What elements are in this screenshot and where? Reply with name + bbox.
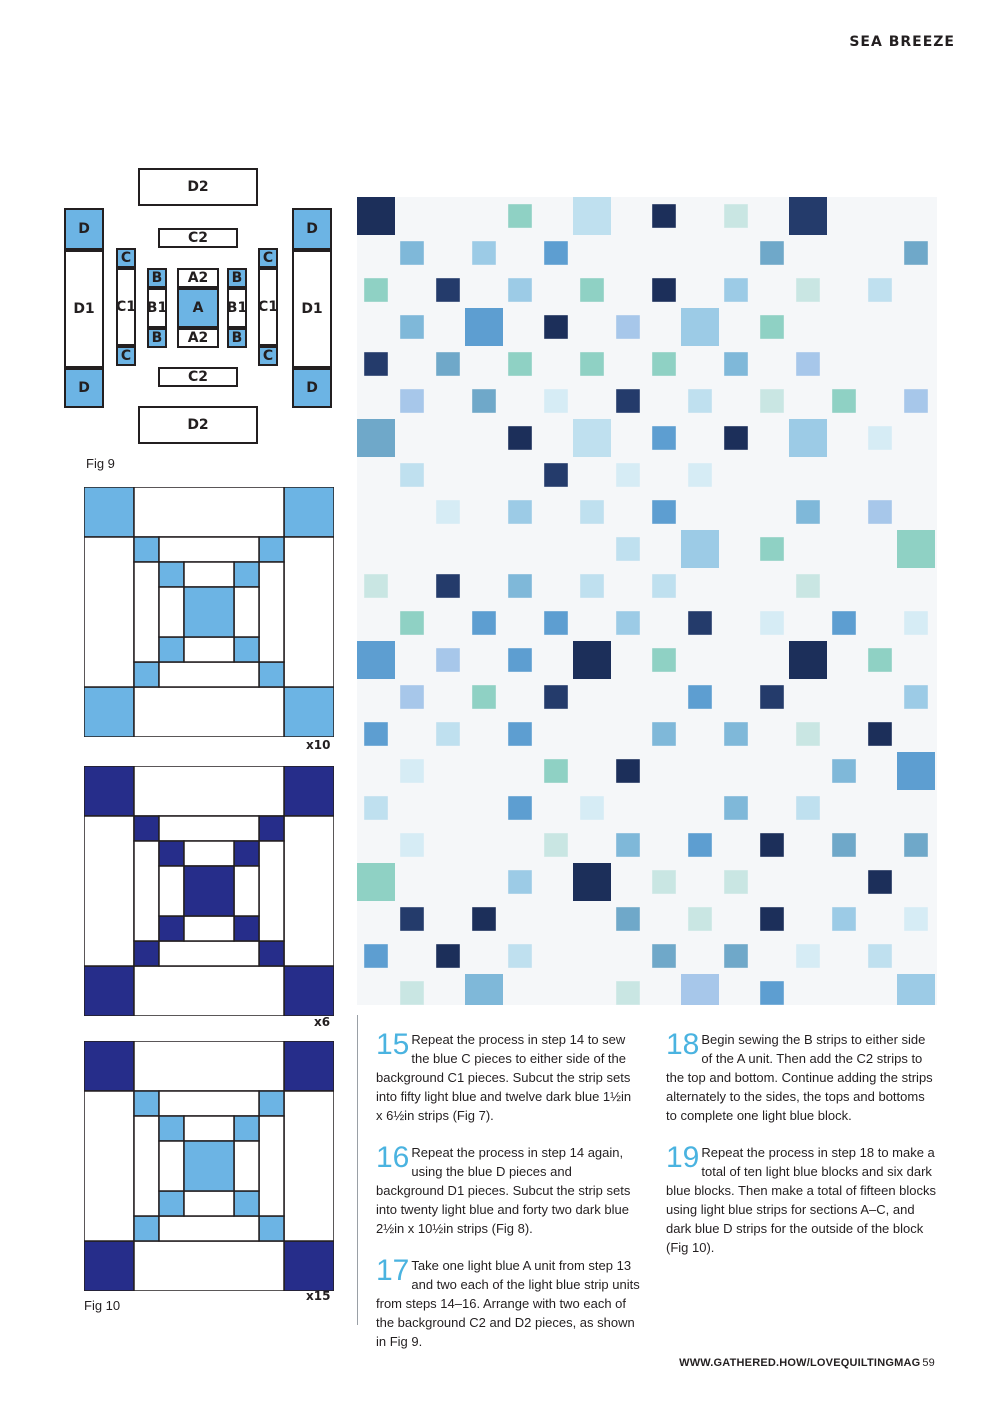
quilt-patch [400,315,424,339]
quilt-patch [616,611,640,635]
piece-b-bl: B [147,328,167,348]
quilt-patch [724,204,748,228]
block-corner-d [284,1041,334,1091]
block-strip-a2 [184,841,234,866]
quilt-patch [544,315,568,339]
block-strip-d2 [134,766,284,816]
block-square-c [134,662,159,687]
quilt-patch [868,500,892,524]
block-strip-c2 [159,537,259,562]
block-square-b [234,562,259,587]
quilt-patch [436,500,460,524]
quilt-patch [652,204,676,228]
quilt-patch [760,833,784,857]
block-square-b [159,1191,184,1216]
quilt-patch [400,907,424,931]
block-strip-c2 [159,941,259,966]
block-corner-d [284,766,334,816]
block-corner-d [84,966,134,1016]
block-strip-d2 [134,487,284,537]
quilt-patch [544,833,568,857]
block-strip-d2 [134,966,284,1016]
quilt-patch [508,278,532,302]
quilt-patch [652,648,676,672]
quilt-patch [544,389,568,413]
quilt-patch [573,641,611,679]
piece-b-tl: B [147,268,167,288]
block-strip-a2 [184,562,234,587]
quilt-patch [364,722,388,746]
quilt-patch [796,722,820,746]
block-strip-d2 [134,1041,284,1091]
quilt-patch [357,197,395,235]
quilt-patch [400,685,424,709]
quilt-patch [436,722,460,746]
quilt-patch [364,352,388,376]
quilt-patch [472,685,496,709]
quilt-patch [868,944,892,968]
quilt-patch [904,611,928,635]
step-number: 15 [376,1028,410,1061]
quilt-patch [472,389,496,413]
quilt-patch [508,204,532,228]
quilt-patch [616,389,640,413]
quilt-patch [436,574,460,598]
quilt-block-diagram [84,766,334,1016]
quilt-patch [364,944,388,968]
quilt-patch [544,241,568,265]
block-strip-d1 [284,816,334,966]
block-strip-d1 [84,1091,134,1241]
quilt-patch [508,796,532,820]
block-strip-d1 [84,816,134,966]
block-light-blue [84,487,334,737]
block-strip-b1 [234,1141,259,1191]
block-strip-c2 [159,662,259,687]
piece-b-tr: B [227,268,247,288]
block-strip-c2 [159,1091,259,1116]
step-17 [376,1256,640,1351]
quilt-patch [400,833,424,857]
step-text: Repeat the process in step 18 to make a total of ten light blue blocks and six dark blue blocks. Then make a total of fifteen blocks using light blue strips for sections A–C, and dark blue D strips for the outside of the block (Fig 10). [666,1145,937,1255]
fig9-caption: Fig 9 [86,456,115,471]
block-strip-b1 [234,866,259,916]
quilt-patch [580,796,604,820]
block-square-b [159,562,184,587]
quilt-patch [796,352,820,376]
quilt-patch [436,352,460,376]
block-centre-a [184,587,234,637]
block-square-b [234,916,259,941]
quilt-patch [724,722,748,746]
quilt-patch [796,574,820,598]
piece-d2-top: D2 [138,168,258,206]
block-square-b [234,841,259,866]
piece-a-centre: A [177,288,219,328]
quilt-patch [400,611,424,635]
quilt-patch [681,530,719,568]
quilt-patch [400,463,424,487]
piece-c2-bottom: C2 [158,367,238,387]
step-number: 16 [376,1141,410,1174]
block-strip-d1 [284,537,334,687]
block-multiplier: x15 [306,1289,331,1303]
block-corner-d [284,1241,334,1291]
quilt-patch [544,685,568,709]
quilt-patch [508,722,532,746]
block-corner-d [284,487,334,537]
quilt-patch [688,463,712,487]
block-corner-d [84,766,134,816]
quilt-patch [508,426,532,450]
quilt-patch [357,641,395,679]
block-strip-a2 [184,1191,234,1216]
quilt-patch [580,574,604,598]
block-square-c [259,941,284,966]
quilt-patch [616,833,640,857]
piece-c-tl: C [116,248,136,268]
quilt-patch [573,863,611,901]
quilt-patch [400,981,424,1005]
piece-c1-right: C1 [258,268,278,346]
quilt-patch [616,315,640,339]
step-16 [376,1143,640,1238]
quilt-patch [760,241,784,265]
piece-d-bottom-left: D [64,368,104,408]
block-strip-a2 [184,1116,234,1141]
quilt-patch [789,641,827,679]
piece-d2-bottom: D2 [138,406,258,444]
block-strip-c1 [259,562,284,662]
step-number: 17 [376,1254,410,1287]
quilt-patch [436,278,460,302]
block-strip-c1 [134,841,159,941]
quilt-patch [652,426,676,450]
block-strip-b1 [159,1141,184,1191]
block-strip-a2 [184,916,234,941]
block-dark-blue [84,766,334,1016]
quilt-patch [832,759,856,783]
quilt-background [357,197,937,1005]
block-square-b [234,1116,259,1141]
block-strip-c1 [134,1116,159,1216]
block-square-b [159,841,184,866]
block-corner-d [84,487,134,537]
block-square-c [134,1216,159,1241]
quilt-patch [904,685,928,709]
quilt-patch [904,833,928,857]
step-text: Take one light blue A unit from step 13 and two each of the light blue strip units from steps 14–16. Arrange with two each of the background C2 and D2 pieces, as shown in Fig 9. [376,1258,640,1349]
block-strip-b1 [234,587,259,637]
quilt-patch [508,574,532,598]
block-strip-d1 [284,1091,334,1241]
piece-c-tr: C [258,248,278,268]
block-multiplier: x10 [306,738,331,752]
block-square-c [259,1216,284,1241]
quilt-patch [508,944,532,968]
quilt-photo-image [357,197,937,1005]
block-square-c [259,1091,284,1116]
step-number: 19 [666,1141,700,1174]
quilt-patch [580,278,604,302]
quilt-patch [760,611,784,635]
quilt-patch [760,315,784,339]
quilt-patch [400,389,424,413]
page-header: SEA BREEZE [849,34,955,50]
quilt-patch [681,974,719,1005]
page-number: 59 [922,1357,935,1369]
quilt-patch [357,863,395,901]
block-strip-d2 [134,687,284,737]
piece-c1-left: C1 [116,268,136,346]
quilt-patch [760,981,784,1005]
block-corner-d [284,966,334,1016]
block-corner-d [84,1241,134,1291]
quilt-patch [465,308,503,346]
block-strip-b1 [159,587,184,637]
quilt-patch [796,500,820,524]
block-corner-d [284,687,334,737]
block-strip-d1 [84,537,134,687]
block-multiplier: x6 [314,1015,331,1029]
quilt-patch [465,974,503,1005]
fig10-caption: Fig 10 [84,1298,121,1313]
piece-b1-left: B1 [147,288,167,328]
quilt-patch [508,500,532,524]
quilt-photo [357,197,937,1005]
quilt-patch [760,537,784,561]
quilt-patch [688,907,712,931]
quilt-patch [364,278,388,302]
block-square-b [234,1191,259,1216]
piece-d1-right: D1 [292,250,332,368]
quilt-patch [724,870,748,894]
step-15 [376,1030,640,1125]
quilt-patch [688,685,712,709]
quilt-patch [688,389,712,413]
block-strip-a2 [184,637,234,662]
block-mixed [84,1041,334,1291]
quilt-patch [868,426,892,450]
quilt-patch [832,389,856,413]
block-square-c [134,816,159,841]
quilt-patch [904,241,928,265]
column-divider [357,1015,358,1325]
quilt-patch [616,463,640,487]
piece-d-bottom-right: D [292,368,332,408]
piece-d-top-right: D [292,208,332,250]
quilt-patch [544,611,568,635]
page-footer [679,1357,935,1369]
quilt-patch [400,759,424,783]
block-square-c [134,537,159,562]
text-column-right [666,1030,938,1275]
block-strip-c1 [134,562,159,662]
quilt-patch [868,722,892,746]
quilt-block-diagram [84,487,334,737]
step-19 [666,1143,938,1257]
quilt-patch [364,574,388,598]
quilt-patch [868,648,892,672]
block-centre-a [184,866,234,916]
block-strip-c2 [159,1216,259,1241]
piece-d-top-left: D [64,208,104,250]
quilt-patch [796,944,820,968]
quilt-patch [364,796,388,820]
block-square-c [259,816,284,841]
quilt-patch [472,907,496,931]
quilt-patch [652,352,676,376]
piece-b1-right: B1 [227,288,247,328]
quilt-patch [897,752,935,790]
quilt-patch [832,833,856,857]
quilt-patch [832,907,856,931]
quilt-patch [508,352,532,376]
block-strip-d2 [134,1241,284,1291]
footer-url[interactable]: WWW.GATHERED.HOW/LOVEQUILTINGMAG [679,1357,921,1369]
step-text: Repeat the process in step 14 to sew the blue C pieces to either side of the background C1 pieces. Subcut the strip sets into fifty light blue and twelve dark blue 1½in x 6½in strips (Fig 7). [376,1032,632,1123]
quilt-patch [688,611,712,635]
quilt-patch [652,500,676,524]
quilt-patch [868,870,892,894]
quilt-patch [724,944,748,968]
text-column-left [376,1030,640,1369]
quilt-patch [472,611,496,635]
block-strip-b1 [159,866,184,916]
quilt-patch [789,419,827,457]
quilt-patch [544,759,568,783]
quilt-patch [760,907,784,931]
quilt-patch [436,648,460,672]
block-square-b [159,637,184,662]
quilt-patch [681,308,719,346]
quilt-patch [573,419,611,457]
block-square-c [259,662,284,687]
quilt-patch [832,611,856,635]
piece-a2-top: A2 [177,268,219,288]
block-square-c [134,941,159,966]
block-square-b [159,1116,184,1141]
quilt-patch [789,197,827,235]
quilt-patch [796,278,820,302]
quilt-patch [573,197,611,235]
quilt-patch [724,796,748,820]
quilt-patch [357,419,395,457]
quilt-patch [724,278,748,302]
quilt-patch [616,537,640,561]
quilt-patch [724,352,748,376]
quilt-patch [580,352,604,376]
piece-c-bl: C [116,346,136,366]
quilt-patch [904,907,928,931]
step-text: Repeat the process in step 14 again, using the blue D pieces and background D1 pieces. Subcut the strip sets into twenty light blue and forty two dark blue 2½in x 10½in strips (Fig 8). [376,1145,631,1236]
quilt-patch [868,278,892,302]
quilt-block-diagram [84,1041,334,1291]
quilt-patch [652,944,676,968]
quilt-patch [472,241,496,265]
quilt-patch [724,426,748,450]
block-strip-c1 [259,841,284,941]
piece-c2-top: C2 [158,228,238,248]
quilt-patch [508,870,532,894]
quilt-patch [652,870,676,894]
quilt-patch [400,241,424,265]
quilt-patch [580,500,604,524]
piece-a2-bottom: A2 [177,328,219,348]
block-square-c [134,1091,159,1116]
block-centre-a [184,1141,234,1191]
quilt-patch [897,530,935,568]
quilt-patch [652,278,676,302]
piece-d1-left: D1 [64,250,104,368]
block-corner-d [84,1041,134,1091]
block-square-c [259,537,284,562]
quilt-patch [616,981,640,1005]
quilt-patch [760,389,784,413]
quilt-patch [688,833,712,857]
quilt-patch [796,796,820,820]
quilt-patch [616,907,640,931]
piece-b-br: B [227,328,247,348]
quilt-patch [897,974,935,1005]
quilt-patch [652,722,676,746]
fig9-diagram [62,166,348,454]
quilt-patch [544,463,568,487]
step-18 [666,1030,938,1125]
block-strip-c2 [159,816,259,841]
step-text: Begin sewing the B strips to either side of the A unit. Then add the C2 strips to the top and bottom. Continue adding the strips alternately to the sides, the tops and bottoms to complete one light blue block. [666,1032,933,1123]
quilt-patch [508,648,532,672]
quilt-patch [436,944,460,968]
quilt-patch [760,685,784,709]
block-square-b [234,637,259,662]
piece-c-br: C [258,346,278,366]
step-number: 18 [666,1028,700,1061]
block-square-b [159,916,184,941]
block-corner-d [84,687,134,737]
quilt-patch [904,389,928,413]
block-strip-c1 [259,1116,284,1216]
quilt-patch [652,574,676,598]
quilt-patch [616,759,640,783]
